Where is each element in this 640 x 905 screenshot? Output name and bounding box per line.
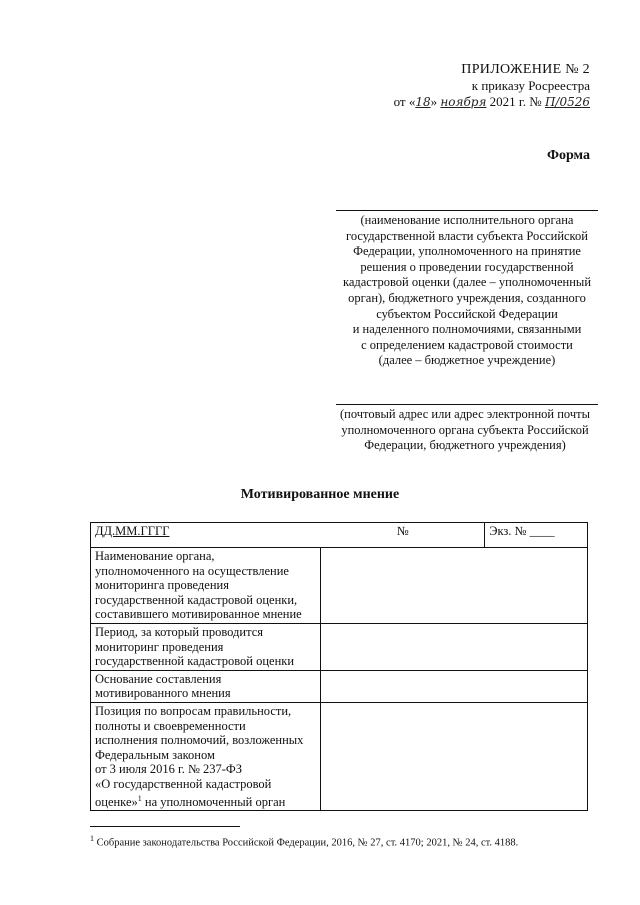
footnote-ref[interactable]: 1: [137, 793, 142, 803]
address-line: [336, 404, 598, 405]
copy-number-label: Экз. № ____: [489, 524, 555, 538]
footnote-text: Собрание законодательства Российской Федерации, 2016, № 27, ст. 4170; 2021, № 24, ст. 4188.: [94, 837, 519, 849]
row-value-period[interactable]: [320, 623, 587, 670]
table-row: [91, 548, 588, 624]
order-number: П/0526: [544, 95, 590, 109]
table-row: [91, 670, 588, 702]
appendix-title: ПРИЛОЖЕНИЕ № 2: [461, 62, 590, 77]
row-label-period: Период, за который проводится мониторинг проведения государственной кадастровой оценки: [91, 623, 321, 670]
table-row: [91, 623, 588, 670]
date-field: ДД.ММ.ГГГГ: [95, 524, 170, 538]
footnote: [90, 832, 600, 850]
row-label-basis: Основание составления мотивированного мнения: [91, 670, 321, 702]
footnote-separator: [90, 826, 240, 827]
row-value-position[interactable]: [320, 702, 587, 810]
row-value-basis[interactable]: [320, 670, 587, 702]
opinion-table: [90, 522, 588, 811]
appendix-date-line: от «18» ноября 2021 г. № П/0526: [393, 94, 590, 109]
date-month: ноября: [440, 95, 487, 109]
org-name-line: [336, 210, 598, 211]
date-day: 18: [415, 95, 431, 109]
appendix-subtitle: к приказу Росреестра: [471, 78, 590, 93]
appendix-header: [360, 62, 590, 110]
number-cell: [320, 523, 485, 548]
row-label-position: Позиция по вопросам правильности, полноты и своевременности исполнения полномочий, возложенных Федеральным законом от 3 июля 2016 г. № 237-ФЗ «О государственной кадастровой оценке»$^1$ на уполномоченный орган: [91, 702, 321, 810]
org-name-caption: (наименование исполнительного органа государственной власти субъекта Российской Федерации, уполномоченного на принятие решения о проведении государственной кадастровой оценки (далее – уполномоченный орган), бюджетного учреждения, созданного субъектом Российской Федерации и наделенного полномочиями, связанными с определением кадастровой стоимости (далее – бюджетное учреждение): [342, 213, 592, 368]
document-title: Мотивированное мнение: [240, 487, 400, 502]
row-label-monitoring-body: Наименование органа, уполномоченного на осуществление мониторинга проведения государственной кадастровой оценки, составившего мотивированное мнение: [91, 548, 321, 624]
address-caption: (почтовый адрес или адрес электронной почты уполномоченного органа субъекта Российской Федерации, бюджетного учреждения): [339, 407, 590, 453]
form-label: Форма: [546, 148, 590, 163]
number-label: №: [396, 524, 409, 538]
date-field-cell: [91, 523, 321, 548]
copy-number-cell: [485, 523, 588, 548]
footnote-marker: 1: [90, 834, 94, 843]
table-row: [91, 702, 588, 810]
row-value-monitoring-body[interactable]: [320, 548, 587, 624]
table-header-row: [91, 523, 588, 548]
